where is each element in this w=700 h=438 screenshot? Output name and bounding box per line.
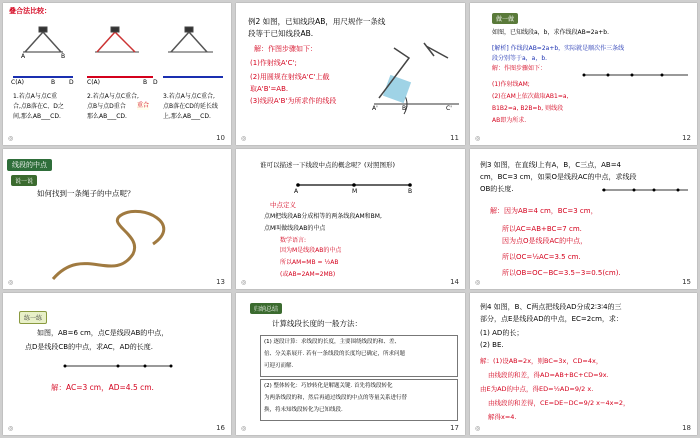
para-4: (2) BE. bbox=[480, 341, 504, 349]
question: 谁可以描述一下线段中点的概念呢？(对照图形) bbox=[260, 161, 396, 169]
line-5: (1)作射线AM; bbox=[492, 81, 530, 88]
para-2: 部分，点E是线段AD的中点，EC=2cm，求： bbox=[480, 315, 623, 323]
sol-5: 所以OB=OC−BC=3.5−3=0.5(cm). bbox=[502, 269, 621, 277]
para-1: 例4 如图，B、C两点把线段AD分成2∶3∶4的三 bbox=[480, 303, 622, 311]
para-2: cm，BC=3 cm，如果O是线段AC的中点，求线段 bbox=[480, 173, 637, 181]
line-8: AB即为所求. bbox=[492, 117, 527, 124]
title-line1: 例2 如图，已知线段AB，用尺规作一条线 bbox=[248, 17, 386, 26]
caption-3: 3.若点A与点C重合, bbox=[163, 93, 215, 100]
slide-13[interactable] bbox=[3, 149, 231, 289]
slide-14[interactable] bbox=[236, 149, 465, 289]
caption-2c: 那么AB___CD. bbox=[87, 113, 127, 120]
page-number: 10 bbox=[216, 134, 225, 142]
line-figure bbox=[600, 183, 690, 197]
step-2b: 取A'B'=AB. bbox=[250, 85, 289, 93]
label-d2: D bbox=[153, 79, 158, 86]
caption-1b: 合,点B落在C、D之 bbox=[13, 103, 64, 110]
sol-2: 所以AC=AB+BC=7 cm. bbox=[502, 225, 582, 233]
page-number: 15 bbox=[682, 278, 691, 286]
para-1: 例3 如图，在直线l上有A，B，C三点，AB=4 bbox=[480, 161, 622, 169]
page-number: 12 bbox=[682, 134, 691, 142]
label-c-a2: C(A) bbox=[87, 79, 100, 86]
page-number: 13 bbox=[216, 278, 225, 286]
sol-5: 解得x=4. bbox=[488, 413, 517, 421]
question-2: 点D是线段CB的中点，求AC，AD的长度. bbox=[25, 343, 154, 351]
label-c-prime: C' bbox=[446, 105, 452, 112]
def-head: 中点定义 bbox=[270, 201, 296, 209]
caption-2: 2.若点A与点C重合, bbox=[87, 93, 139, 100]
steps-head: 解：作图步骤如下： bbox=[254, 45, 317, 53]
step-3: (3)线段A'B'为所求作的线段 bbox=[250, 97, 337, 105]
label-a: A bbox=[21, 53, 26, 60]
answer: 解：AC=3 cm，AD=4.5 cm. bbox=[51, 383, 154, 392]
step-2: (2)用圆规在射线A'C'上截 bbox=[250, 73, 330, 81]
caption-1c: 间,那么AB___CD. bbox=[13, 113, 61, 120]
question-1: 如图，AB=6 cm，点C是线段AB的中点， bbox=[37, 329, 169, 337]
method-1b: 倍、分关系展开. 若有一条线段的长度均已确定，所求问题 bbox=[264, 351, 405, 357]
question: 如何找到一条绳子的中点呢？ bbox=[37, 189, 135, 198]
sol-3: 因为点O是线段AC的中点， bbox=[502, 237, 588, 245]
para-3: OB的长度. bbox=[480, 185, 514, 193]
sol-4: 所以OC=½AC=3.5 cm. bbox=[502, 253, 581, 261]
compass-illustration bbox=[3, 17, 231, 87]
rope-illustration bbox=[43, 204, 193, 284]
label-a-prime: A' bbox=[372, 105, 378, 112]
slide-16[interactable] bbox=[3, 293, 231, 435]
def-1: 点M把线段AB分成相等的两条线段AM和BM, bbox=[264, 213, 382, 220]
heading: 计算线段长度的一般方法： bbox=[272, 319, 362, 328]
method-1c: 可迎刃而解. bbox=[264, 363, 294, 369]
line-1: 如图，已知线段a，b，求作线段AB=2a+b. bbox=[492, 29, 609, 36]
tag: 做一做 bbox=[492, 13, 518, 24]
slide-icon: ◎ bbox=[8, 279, 14, 286]
math-head: 数学语言: bbox=[280, 237, 307, 244]
section-header: 线段的中点 bbox=[7, 159, 52, 171]
page-number: 14 bbox=[450, 278, 459, 286]
slide-18[interactable] bbox=[470, 293, 697, 435]
slide-icon: ◎ bbox=[475, 425, 481, 432]
label-b: B bbox=[408, 188, 413, 195]
slide-icon: ◎ bbox=[241, 425, 247, 432]
math-1: 因为M是线段AB的中点 bbox=[280, 247, 342, 254]
label-m: M bbox=[352, 188, 358, 195]
page-number: 17 bbox=[450, 424, 459, 432]
method-2b: 为两条线段的和，然后再通过线段的中点的等量关系进行替 bbox=[264, 395, 408, 401]
sol-1: 解：因为AB=4 cm，BC=3 cm， bbox=[490, 207, 598, 215]
para-3: (1) AD的长； bbox=[480, 329, 524, 337]
label-b2: B bbox=[143, 79, 148, 86]
slide-10[interactable] bbox=[3, 3, 231, 145]
math-2: 所以AM=MB = ½AB bbox=[280, 259, 339, 266]
line-3: 段分别等于a，a，b. bbox=[492, 55, 548, 62]
slide-15[interactable] bbox=[470, 149, 697, 289]
segment-figure bbox=[582, 65, 692, 85]
math-3: (或AB=2AM=2MB) bbox=[280, 271, 336, 278]
caption-3c: 上,那么AB___CD. bbox=[163, 113, 211, 120]
tag: 归纳总结 bbox=[250, 303, 282, 314]
slide-icon: ◎ bbox=[8, 135, 14, 142]
method-2: (2) 整体转化：巧妙转化是解题关键. 首先将线段转化 bbox=[264, 383, 393, 389]
page-number: 18 bbox=[682, 424, 691, 432]
line-6: (2)在AM上依次截取AB1=a, bbox=[492, 93, 569, 100]
segment-figure bbox=[63, 359, 173, 373]
slide-icon: ◎ bbox=[241, 279, 247, 286]
label-a: A bbox=[294, 188, 299, 195]
tag: 说一说 bbox=[11, 175, 37, 186]
def-2: 点M叫做线段AB的中点 bbox=[264, 225, 326, 232]
slide-17[interactable] bbox=[236, 293, 465, 435]
slide-icon: ◎ bbox=[241, 135, 247, 142]
slide-11[interactable] bbox=[236, 3, 465, 145]
page-number: 11 bbox=[450, 134, 459, 142]
line-7: B1B2=a, B2B=b, 则线段 bbox=[492, 105, 564, 112]
label-b-prime: B' bbox=[402, 105, 408, 112]
label-c-a: C(A) bbox=[11, 79, 24, 86]
tag: 练一练 bbox=[19, 311, 47, 324]
caption-3b: 点B落在CD的延长线 bbox=[163, 103, 218, 110]
fill-mid: 重合 bbox=[137, 102, 150, 109]
slide-icon: ◎ bbox=[8, 425, 14, 432]
title-line2: 段等于已知线段AB. bbox=[248, 29, 314, 38]
method-2c: 换，将未知线段转化为已知线段. bbox=[264, 407, 343, 413]
slide-12[interactable] bbox=[470, 3, 697, 145]
line-2: [解析] 作线段AB=2a+b，实际就是顺次作三条线 bbox=[492, 45, 625, 52]
sol-3: 由E为AD的中点，得ED=½AD=9/2 x. bbox=[480, 385, 594, 393]
sol-4: 由线段的和差得，CE=DE−DC=9/2 x−4x=2， bbox=[488, 399, 630, 407]
slide-icon: ◎ bbox=[475, 135, 481, 142]
label-b1: B bbox=[51, 79, 56, 86]
slide-badge: 叠合法比较： bbox=[9, 7, 51, 15]
sol-1: 解：(1)设AB=2x，则BC=3x，CD=4x， bbox=[480, 357, 603, 365]
step-1: (1)作射线A'C'; bbox=[250, 59, 297, 67]
caption-1: 1.若点A与点C重 bbox=[13, 93, 58, 100]
sol-2: 由线段的和差，得AD=AB+BC+CD=9x. bbox=[488, 371, 609, 379]
page-number: 16 bbox=[216, 424, 225, 432]
slide-icon: ◎ bbox=[475, 279, 481, 286]
label-b: B bbox=[61, 53, 66, 60]
label-d1: D bbox=[69, 79, 74, 86]
line-4: 解：作图步骤如下： bbox=[492, 65, 547, 72]
method-1: (1) 逐段计算：求线段的长度，主要围绕线段的和、差、 bbox=[264, 339, 401, 345]
caption-2b: 点B与点D重合 bbox=[87, 103, 126, 110]
